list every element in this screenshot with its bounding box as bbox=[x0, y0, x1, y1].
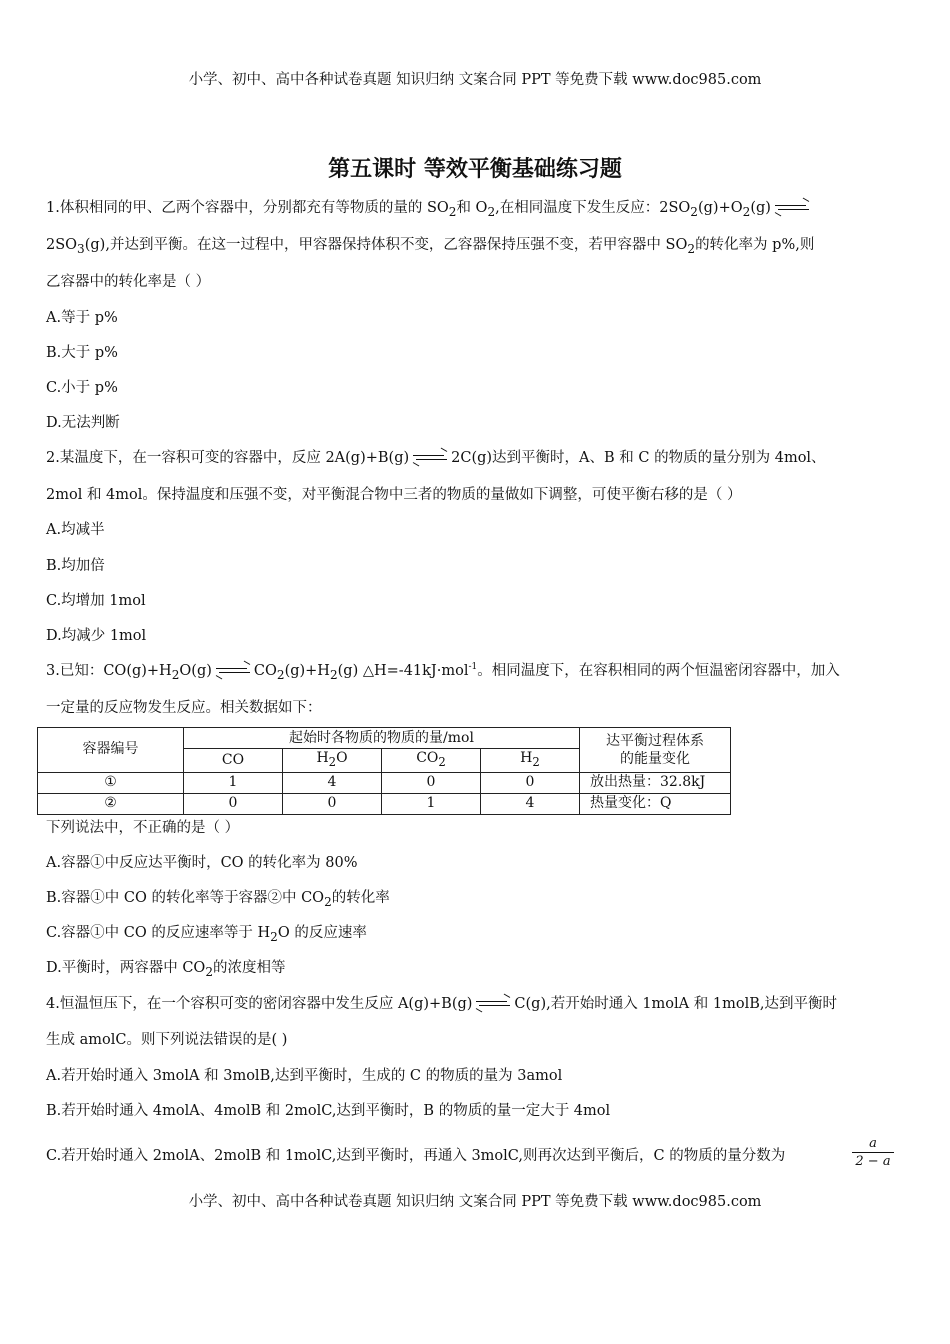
q2-line2: 2mol 和 4mol。保持温度和压强不变，对平衡混合物中三者的物质的量做如下调整，可使平衡右移的是（ ） bbox=[46, 487, 742, 503]
col-h2: $H_2$ bbox=[481, 749, 580, 773]
q4-option-c: C.若开始时通入 2molA、2molB 和 1molC,达到平衡时，再通入 3molC,则再次达到平衡后，C 的物质的量分数为 bbox=[46, 1148, 786, 1164]
cell-energy: 热量变化：Q bbox=[580, 793, 731, 814]
cell-h2: 0 bbox=[481, 772, 580, 793]
q4-option-a: A.若开始时通入 3molA 和 3molB,达到平衡时，生成的 C 的物质的量为 3amol bbox=[46, 1068, 563, 1084]
q1-option-b: B.大于 p% bbox=[46, 345, 118, 361]
q2-option-d: D.均减少 1mol bbox=[46, 628, 147, 644]
q4-line1: 4.恒温恒压下，在一个容积可变的密闭容器中发生反应 A(g)+B(g) C(g),若开始时通入 1molA 和 1molB,达到平衡时 bbox=[46, 992, 837, 1013]
col-co2: $CO_2$ bbox=[382, 749, 481, 773]
cell-id: ② bbox=[38, 793, 184, 814]
q2-option-c: C.均增加 1mol bbox=[46, 593, 146, 609]
q3-line1: 3.已知：$CO(g)+H_2O(g)$ $CO_2(g)+H_2(g)$ △H=-41kJ·mol$^{-1}$。相同温度下，在容积相同的两个恒温密闭容器中，加入 bbox=[46, 662, 840, 682]
page-footer: 小学、初中、高中各种试卷真题 知识归纳 文案合同 PPT 等免费下载 www.doc985.com bbox=[188, 1194, 762, 1210]
data-table bbox=[37, 727, 731, 815]
header-energy-change: 达平衡过程体系 的能量变化 bbox=[580, 728, 731, 773]
equilibrium-arrow-icon bbox=[775, 203, 809, 213]
header-start-amounts: 起始时各物质的物质的量/mol bbox=[184, 728, 580, 749]
cell-co: 0 bbox=[184, 793, 283, 814]
table-row bbox=[38, 793, 731, 814]
q1-line2: $2SO_3(g)$,并达到平衡。在这一过程中，甲容器保持体积不变，乙容器保持压强不变，若甲容器中 $SO_2$的转化率为 p%,则 bbox=[46, 237, 815, 256]
cell-h2: 4 bbox=[481, 793, 580, 814]
q1-option-c: C.小于 p% bbox=[46, 380, 118, 396]
equilibrium-arrow-icon bbox=[476, 999, 510, 1009]
cell-co2: 1 bbox=[382, 793, 481, 814]
q2-option-b: B.均加倍 bbox=[46, 558, 105, 574]
q3-option-b: B.容器①中 CO 的转化率等于容器②中 $CO_2$的转化率 bbox=[46, 890, 390, 909]
q1-option-d: D.无法判断 bbox=[46, 415, 120, 431]
q3-line2: 一定量的反应物发生反应。相关数据如下： bbox=[46, 700, 322, 716]
table-row bbox=[38, 772, 731, 793]
cell-co: 1 bbox=[184, 772, 283, 793]
cell-h2o: 4 bbox=[283, 772, 382, 793]
cell-id: ① bbox=[38, 772, 184, 793]
q3-stem: 下列说法中，不正确的是（ ） bbox=[46, 820, 240, 836]
q1-option-a: A.等于 p% bbox=[46, 310, 118, 326]
q3-option-c: C.容器①中 CO 的反应速率等于 $H_2O$ 的反应速率 bbox=[46, 925, 367, 944]
fraction-numerator: a bbox=[852, 1136, 894, 1153]
equilibrium-arrow-icon bbox=[413, 453, 447, 463]
q3-option-d: D.平衡时，两容器中 $CO_2$的浓度相等 bbox=[46, 960, 286, 979]
q1-line3: 乙容器中的转化率是（ ） bbox=[46, 274, 211, 290]
col-co: CO bbox=[184, 749, 283, 773]
fraction-expression bbox=[852, 1136, 894, 1171]
page-header: 小学、初中、高中各种试卷真题 知识归纳 文案合同 PPT 等免费下载 www.doc985.com bbox=[188, 72, 762, 88]
cell-co2: 0 bbox=[382, 772, 481, 793]
cell-h2o: 0 bbox=[283, 793, 382, 814]
q3-option-a: A.容器①中反应达平衡时，CO 的转化率为 80% bbox=[46, 855, 358, 871]
q2-option-a: A.均减半 bbox=[46, 522, 105, 538]
header-container-id: 容器编号 bbox=[38, 728, 184, 773]
page-title: 第五课时 等效平衡基础练习题 bbox=[328, 156, 622, 182]
fraction-denominator: 2 − a bbox=[855, 1154, 891, 1169]
q1-line1: 1.体积相同的甲、乙两个容器中，分别都充有等物质的量的 $SO_2$和 $O_2$,在相同温度下发生反应：$2SO_2(g)+O_2(g)$ bbox=[46, 196, 813, 219]
cell-energy: 放出热量：32.8kJ bbox=[580, 772, 731, 793]
q4-line2: 生成 amolC。则下列说法错误的是( ) bbox=[46, 1032, 288, 1048]
q4-option-b: B.若开始时通入 4molA、4molB 和 2molC,达到平衡时，B 的物质的量一定大于 4mol bbox=[46, 1103, 611, 1119]
q2-line1: 2.某温度下，在一容积可变的容器中，反应 2A(g)+B(g) 2C(g)达到平衡时，A、B 和 C 的物质的量分别为 4mol、 bbox=[46, 446, 826, 467]
col-h2o: $H_2O$ bbox=[283, 749, 382, 773]
equilibrium-arrow-icon bbox=[216, 666, 250, 676]
